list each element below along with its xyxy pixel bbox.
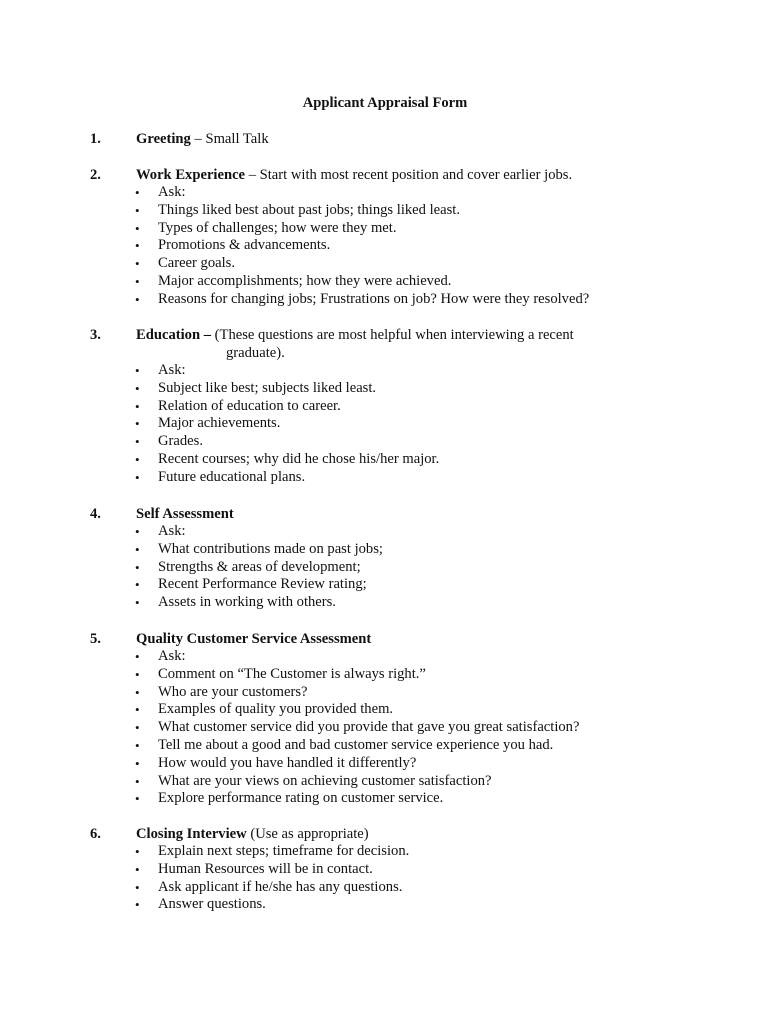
bullet-icon: •: [135, 291, 140, 307]
bullet-text: Tell me about a good and bad customer service experience you had.: [158, 736, 554, 753]
section-heading-line: [0, 505, 770, 523]
section-heading-bold: Work Experience: [136, 167, 246, 183]
bullet-item: [0, 755, 770, 773]
bullet-text: Answer questions.: [158, 896, 266, 913]
bullet-text: Explain next steps; timeframe for decision.: [158, 843, 410, 859]
bullet-text: How would you have handled it differently?: [158, 754, 417, 771]
bullet-item: [0, 184, 770, 202]
bullet-icon: •: [135, 256, 140, 272]
bullet-text: Comment on “The Customer is always right.”: [158, 665, 426, 682]
bullet-item: [0, 861, 770, 879]
bullet-icon: •: [135, 273, 140, 289]
section-heading-continuation: graduate).: [226, 345, 285, 361]
bullet-text: Reasons for changing jobs; Frustrations on job? How were they resolved?: [158, 290, 590, 307]
bullet-item: [0, 737, 770, 755]
bullet-item: [0, 594, 770, 612]
bullet-icon: •: [135, 737, 140, 753]
bullet-text: Grades.: [158, 433, 203, 450]
section-heading: [136, 326, 574, 344]
bullet-item: [0, 433, 770, 451]
section-6: [0, 825, 770, 914]
bullet-icon: •: [135, 861, 140, 877]
bullet-icon: •: [135, 684, 140, 700]
page-title: Applicant Appraisal Form: [302, 95, 468, 111]
bullet-item: [0, 380, 770, 398]
bullet-text: Major achievements.: [158, 415, 281, 432]
section-heading-description: (These questions are most helpful when interviewing a recent: [214, 327, 574, 343]
bullet-item: [0, 790, 770, 808]
bullet-list: [0, 184, 770, 309]
bullet-text: Ask:: [158, 648, 186, 664]
bullet-text: What customer service did you provide that gave you great satisfaction?: [158, 719, 580, 736]
bullet-icon: •: [135, 541, 140, 557]
bullet-text: Relation of education to career.: [158, 397, 341, 414]
bullet-text: Who are your customers?: [158, 683, 308, 700]
bullet-item: [0, 701, 770, 719]
bullet-item: [0, 523, 770, 541]
section-3: [0, 326, 770, 487]
bullet-icon: •: [135, 755, 140, 771]
bullet-item: [0, 469, 770, 487]
section-heading-bold: Quality Customer Service Assessment: [136, 631, 372, 647]
section-1: [0, 130, 770, 148]
bullet-item: [0, 879, 770, 897]
section-number: 6.: [90, 826, 101, 842]
bullet-icon: •: [135, 879, 140, 895]
bullet-item: [0, 291, 770, 309]
bullet-item: [0, 362, 770, 380]
bullet-icon: •: [135, 185, 140, 200]
bullet-text: Assets in working with others.: [158, 594, 336, 611]
section-4: [0, 505, 770, 612]
bullet-text: Ask:: [158, 184, 186, 200]
bullet-text: Promotions & advancements.: [158, 237, 331, 254]
bullet-icon: •: [135, 844, 140, 859]
bullet-item: [0, 843, 770, 861]
bullet-item: [0, 719, 770, 737]
bullet-text: What contributions made on past jobs;: [158, 540, 383, 557]
section-heading-bold: Education –: [136, 327, 212, 343]
bullet-text: Recent courses; why did he chose his/her major.: [158, 450, 440, 467]
section-heading: [136, 505, 234, 523]
bullet-icon: •: [135, 702, 140, 718]
bullet-icon: •: [135, 451, 140, 467]
section-heading-line: [0, 166, 770, 184]
bullet-item: [0, 273, 770, 291]
section-heading-separator: –: [190, 131, 206, 147]
bullet-icon: •: [135, 720, 140, 736]
bullet-icon: •: [135, 398, 140, 414]
section-heading-bold: Greeting: [136, 131, 191, 147]
section-heading: [136, 630, 371, 648]
bullet-icon: •: [135, 416, 140, 432]
bullet-item: [0, 541, 770, 559]
bullet-icon: •: [135, 559, 140, 575]
section-heading-line: [0, 825, 770, 843]
bullet-text: Explore performance rating on customer service.: [158, 790, 444, 807]
section-number: 4.: [90, 506, 101, 522]
bullet-icon: •: [135, 666, 140, 682]
section-number: 5.: [90, 631, 101, 647]
section-heading-bold: Closing Interview: [136, 826, 247, 842]
bullet-item: [0, 648, 770, 666]
bullet-item: [0, 237, 770, 255]
bullet-item: [0, 684, 770, 702]
bullet-text: Human Resources will be in contact.: [158, 860, 373, 877]
bullet-icon: •: [135, 773, 140, 789]
section-number: 1.: [90, 131, 101, 147]
section-heading: [136, 825, 369, 843]
bullet-icon: •: [135, 649, 140, 664]
bullet-item: [0, 576, 770, 594]
bullet-text: Major accomplishments; how they were achieved.: [158, 272, 452, 289]
bullet-text: Ask:: [158, 362, 186, 378]
bullet-icon: •: [135, 363, 140, 378]
bullet-text: Strengths & areas of development;: [158, 558, 361, 575]
bullet-icon: •: [135, 469, 140, 485]
bullet-text: Ask applicant if he/she has any questions.: [158, 878, 403, 895]
section-heading-description: Start with most recent position and cover earlier jobs.: [259, 167, 573, 183]
bullet-list: [0, 523, 770, 612]
bullet-list: [0, 648, 770, 808]
bullet-text: What are your views on achieving customer satisfaction?: [158, 772, 492, 789]
bullet-icon: •: [135, 202, 140, 218]
bullet-icon: •: [135, 380, 140, 396]
bullet-item: [0, 773, 770, 791]
bullet-icon: •: [135, 595, 140, 611]
bullet-item: [0, 896, 770, 914]
section-heading-line: [0, 130, 770, 148]
section-heading-description: Small Talk: [205, 131, 269, 147]
bullet-text: Recent Performance Review rating;: [158, 576, 367, 593]
section-heading: [136, 166, 572, 184]
section-heading: [136, 130, 269, 148]
bullet-item: [0, 559, 770, 577]
section-heading-description: (Use as appropriate): [250, 826, 369, 842]
section-heading-separator: –: [245, 167, 260, 183]
section-heading-line: [0, 326, 770, 344]
bullet-list: [0, 362, 770, 487]
bullet-text: Types of challenges; how were they met.: [158, 219, 397, 236]
bullet-item: [0, 202, 770, 220]
bullet-text: Things liked best about past jobs; things liked least.: [158, 201, 460, 218]
bullet-icon: •: [135, 524, 140, 539]
bullet-item: [0, 220, 770, 238]
bullet-text: Subject like best; subjects liked least.: [158, 379, 377, 396]
bullet-text: Examples of quality you provided them.: [158, 701, 394, 718]
section-2: [0, 166, 770, 309]
bullet-icon: •: [135, 897, 140, 913]
bullet-item: [0, 666, 770, 684]
bullet-item: [0, 255, 770, 273]
section-number: 2.: [90, 167, 101, 183]
bullet-icon: •: [135, 577, 140, 593]
section-heading-line: [0, 630, 770, 648]
bullet-item: [0, 451, 770, 469]
section-number: 3.: [90, 327, 101, 343]
bullet-text: Ask:: [158, 523, 186, 539]
bullet-icon: •: [135, 220, 140, 236]
bullet-item: [0, 398, 770, 416]
bullet-item: [0, 415, 770, 433]
bullet-icon: •: [135, 791, 140, 807]
section-heading-bold: Self Assessment: [136, 506, 234, 522]
bullet-text: Career goals.: [158, 255, 235, 272]
section-5: [0, 630, 770, 808]
bullet-list: [0, 843, 770, 914]
bullet-text: Future educational plans.: [158, 468, 306, 485]
bullet-icon: •: [135, 238, 140, 254]
bullet-icon: •: [135, 434, 140, 450]
